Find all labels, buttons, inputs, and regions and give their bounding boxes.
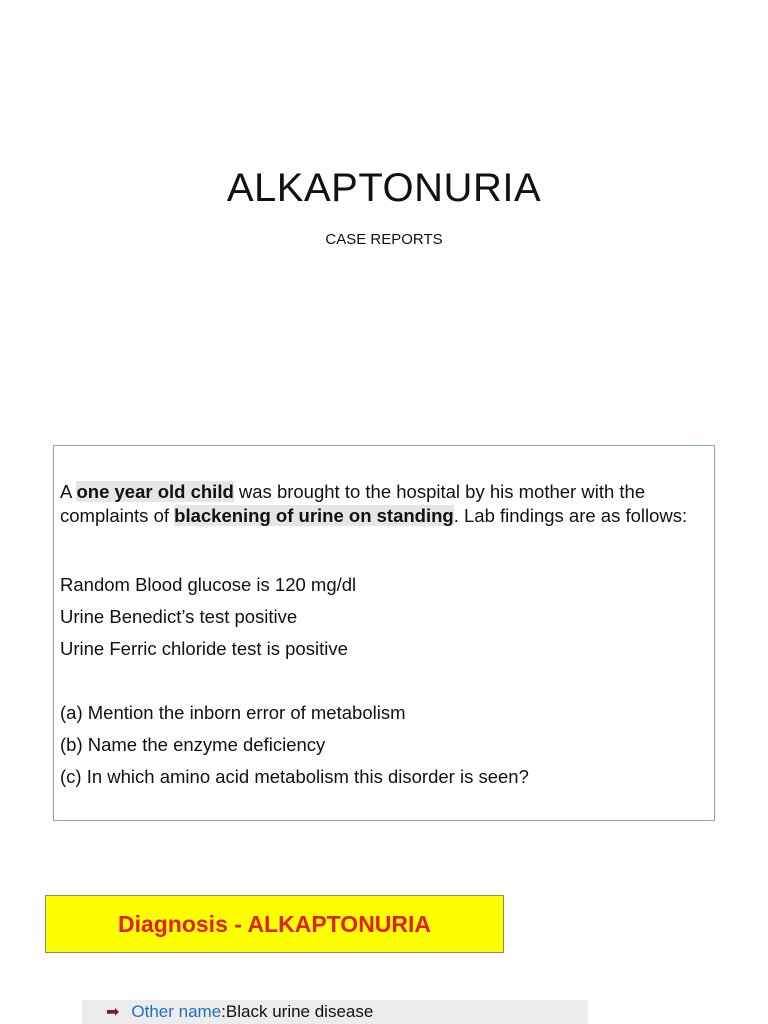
other-name-row	[82, 1000, 588, 1024]
intro-text-c: was brought to the hospital by his mother with the complaints of	[60, 481, 646, 526]
page-title: ALKAPTONURIA	[226, 166, 542, 210]
other-name-separator: :	[221, 1002, 226, 1021]
diagnosis-banner	[45, 895, 504, 953]
intro-text-e: . Lab findings are as follows:	[453, 505, 688, 526]
lab-findings	[60, 569, 708, 665]
case-intro	[60, 480, 708, 528]
highlight-symptom: blackening of urine on standing	[174, 505, 454, 526]
case-report-box	[53, 445, 715, 821]
arrow-right-icon: ➡	[106, 1004, 120, 1021]
page-subtitle: CASE REPORTS	[325, 231, 443, 248]
diagnosis-text: Diagnosis - ALKAPTONURIA	[117, 910, 432, 937]
intro-text-a: A	[60, 481, 77, 502]
other-name-label: Other name	[131, 1002, 222, 1021]
finding-item: Urine Benedict’s test positive	[60, 606, 298, 627]
highlight-age: one year old child	[76, 481, 234, 502]
other-name-value: Black urine disease	[225, 1002, 374, 1021]
finding-item: Random Blood glucose is 120 mg/dl	[60, 574, 357, 595]
finding-item: Urine Ferric chloride test is positive	[60, 638, 348, 659]
question-item: (c) In which amino acid metabolism this disorder is seen?	[60, 766, 529, 787]
question-item: (b) Name the enzyme deficiency	[60, 734, 326, 755]
case-questions	[60, 697, 708, 793]
question-item: (a) Mention the inborn error of metabolism	[60, 702, 406, 723]
